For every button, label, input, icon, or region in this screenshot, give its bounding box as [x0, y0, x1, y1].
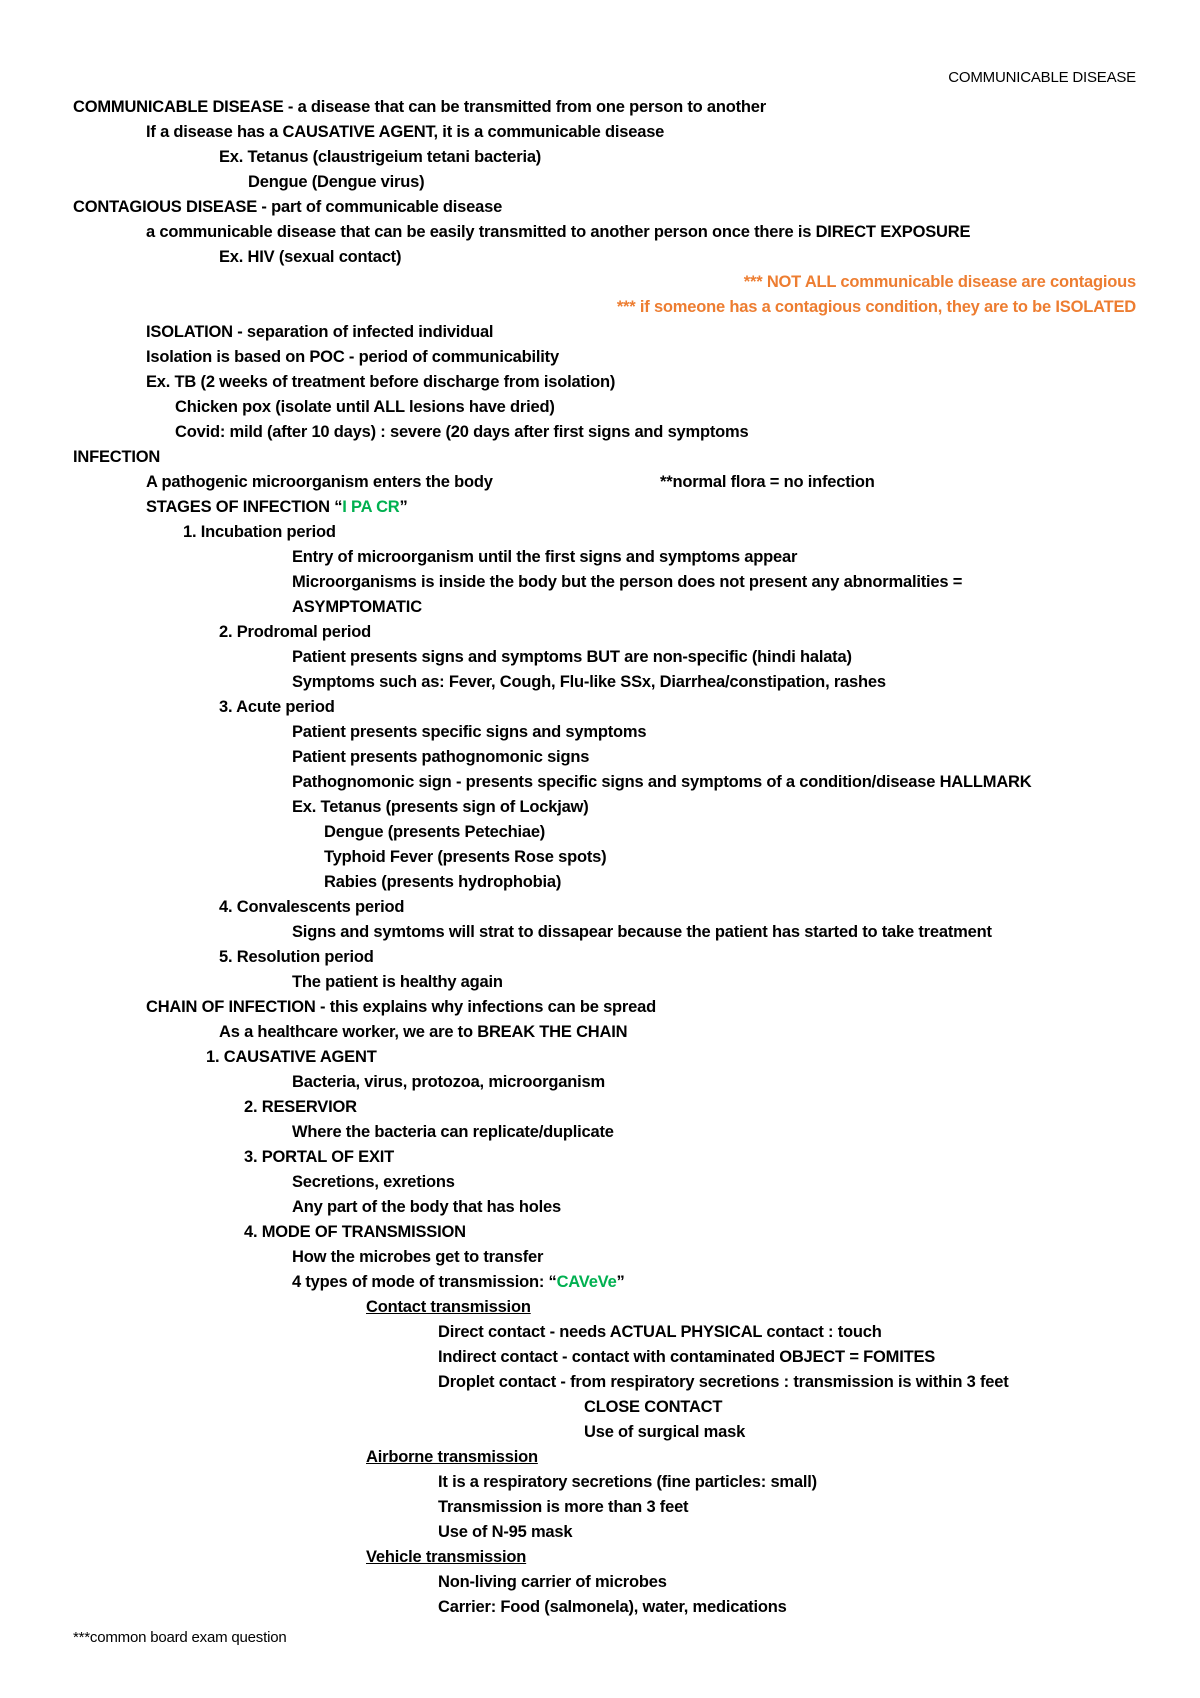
- example-dengue: [248, 172, 424, 192]
- airborne-detail-3: [438, 1522, 572, 1542]
- definition-communicable-disease-text: COMMUNICABLE DISEASE - a disease that can be transmitted from one person to another: [73, 98, 767, 116]
- chain-causative-agent: [206, 1047, 377, 1067]
- prodromal-detail-1: [292, 647, 852, 667]
- stage-incubation: [183, 522, 336, 542]
- mode-detail-1: [292, 1247, 543, 1267]
- mnemonic-close-quote: ”: [399, 498, 408, 516]
- page-header: COMMUNICABLE DISEASE: [948, 69, 1136, 86]
- contact-direct-text: Direct contact - needs ACTUAL PHYSICAL contact : touch: [438, 1323, 882, 1341]
- incubation-detail-1-text: Entry of microorganism until the first signs and symptoms appear: [292, 548, 798, 566]
- mode-detail-1-text: How the microbes get to transfer: [292, 1248, 544, 1266]
- stage-resolution-text: 5. Resolution period: [219, 948, 374, 966]
- note-poc: [146, 347, 559, 367]
- acute-example-dengue-text: Dengue (presents Petechiae): [324, 823, 546, 841]
- contact-droplet-text: Droplet contact - from respiratory secretions : transmission is within 3 feet: [438, 1373, 1009, 1391]
- incubation-detail-2: [292, 572, 962, 592]
- contact-indirect-text: Indirect contact - contact with contaminated OBJECT = FOMITES: [438, 1348, 936, 1366]
- example-tetanus: [219, 147, 541, 167]
- stage-acute: [219, 697, 335, 717]
- convalescent-detail-text: Signs and symtoms will strat to dissapear because the patient has started to take treatment: [292, 923, 992, 941]
- heading-airborne-transmission-text: Airborne transmission: [366, 1448, 538, 1466]
- prodromal-detail-2-text: Symptoms such as: Fever, Cough, Flu-like SSx, Diarrhea/constipation, rashes: [292, 673, 886, 691]
- chain-reservoir: [244, 1097, 357, 1117]
- prodromal-detail-1-text: Patient presents signs and symptoms BUT are non-specific (hindi halata): [292, 648, 852, 666]
- heading-infection: [73, 447, 160, 467]
- example-covid: [175, 422, 749, 442]
- vehicle-detail-1-text: Non-living carrier of microbes: [438, 1573, 667, 1591]
- portal-detail-1: [292, 1172, 455, 1192]
- heading-contact-transmission: [366, 1297, 531, 1317]
- acute-example-typhoid: [324, 847, 606, 867]
- example-tb: [146, 372, 615, 392]
- prodromal-detail-2: [292, 672, 886, 692]
- airborne-detail-2-text: Transmission is more than 3 feet: [438, 1498, 689, 1516]
- contact-droplet: [438, 1372, 1009, 1392]
- example-covid-text: Covid: mild (after 10 days) : severe (20 days after first signs and symptoms: [175, 423, 749, 441]
- mode-detail-2-text: 4 types of mode of transmission: “: [292, 1273, 557, 1291]
- acute-detail-2-text: Patient presents pathognomonic signs: [292, 748, 590, 766]
- vehicle-detail-2-text: Carrier: Food (salmonela), water, medications: [438, 1598, 787, 1616]
- example-hiv-text: Ex. HIV (sexual contact): [219, 248, 402, 266]
- acute-detail-2: [292, 747, 589, 767]
- heading-airborne-transmission: [366, 1447, 538, 1467]
- note-isolated-text: *** if someone has a contagious condition, they are to be ISOLATED: [616, 298, 1136, 316]
- acute-example-tetanus-text: Ex. Tetanus (presents sign of Lockjaw): [292, 798, 589, 816]
- acute-detail-1: [292, 722, 646, 742]
- resolution-detail-text: The patient is healthy again: [292, 973, 503, 991]
- heading-stages-of-infection: [146, 497, 408, 517]
- acute-example-rabies-text: Rabies (presents hydrophobia): [324, 873, 562, 891]
- heading-contact-transmission-text: Contact transmission: [366, 1298, 531, 1316]
- chain-reservoir-text: 2. RESERVIOR: [244, 1098, 357, 1116]
- reservoir-detail: [292, 1122, 614, 1142]
- example-chicken-pox: [175, 397, 555, 417]
- note-direct-exposure: [146, 222, 970, 242]
- mnemonic: CAVeVe: [556, 1273, 617, 1291]
- stage-convalescent: [219, 897, 404, 917]
- reservoir-detail-text: Where the bacteria can replicate/duplicate: [292, 1123, 614, 1141]
- example-dengue-text: Dengue (Dengue virus): [248, 173, 425, 191]
- acute-detail-1-text: Patient presents specific signs and symptoms: [292, 723, 647, 741]
- resolution-detail: [292, 972, 503, 992]
- stage-prodromal-text: 2. Prodromal period: [219, 623, 372, 641]
- incubation-detail-3-text: ASYMPTOMATIC: [292, 598, 422, 616]
- example-tetanus-text: Ex. Tetanus (claustrigeium tetani bacteria): [219, 148, 542, 166]
- stage-acute-text: 3. Acute period: [219, 698, 335, 716]
- definition-isolation-text: ISOLATION - separation of infected individual: [146, 323, 494, 341]
- incubation-detail-2-text: Microorganisms is inside the body but the person does not present any abnormalities =: [292, 573, 963, 591]
- portal-detail-1-text: Secretions, exretions: [292, 1173, 455, 1191]
- airborne-detail-1: [438, 1472, 817, 1492]
- stage-incubation-text: 1. Incubation period: [183, 523, 336, 541]
- definition-contagious-disease-text: CONTAGIOUS DISEASE - part of communicable disease: [73, 198, 503, 216]
- airborne-detail-1-text: It is a respiratory secretions (fine particles: small): [438, 1473, 817, 1491]
- note-causative-agent-text: If a disease has a CAUSATIVE AGENT, it is a communicable disease: [146, 123, 665, 141]
- example-hiv: [219, 247, 401, 267]
- note-normal-flora-text: **normal flora = no infection: [660, 473, 875, 491]
- droplet-close-contact-text: CLOSE CONTACT: [584, 1398, 723, 1416]
- footnote: ***common board exam question: [73, 1629, 287, 1646]
- droplet-close-contact: [584, 1397, 722, 1417]
- heading-stages-of-infection-text: STAGES OF INFECTION “: [146, 498, 343, 516]
- note-direct-exposure-text: a communicable disease that can be easily transmitted to another person once there is DIRECT EXPOSURE: [146, 223, 971, 241]
- acute-example-dengue: [324, 822, 545, 842]
- heading-chain-of-infection-text: CHAIN OF INFECTION - this explains why infections can be spread: [146, 998, 656, 1016]
- stage-prodromal: [219, 622, 371, 642]
- acute-detail-3-text: Pathognomonic sign - presents specific signs and symptoms of a condition/disease HALLMARK: [292, 773, 1032, 791]
- acute-example-typhoid-text: Typhoid Fever (presents Rose spots): [324, 848, 607, 866]
- note-isolated: [617, 297, 1136, 317]
- infection-definition-text: A pathogenic microorganism enters the body: [146, 473, 493, 491]
- incubation-detail-3: [292, 597, 422, 617]
- definition-communicable-disease: [73, 97, 766, 117]
- heading-vehicle-transmission-text: Vehicle transmission: [366, 1548, 527, 1566]
- portal-detail-2-text: Any part of the body that has holes: [292, 1198, 561, 1216]
- causative-agent-detail: [292, 1072, 605, 1092]
- droplet-surgical-mask-text: Use of surgical mask: [584, 1423, 746, 1441]
- portal-detail-2: [292, 1197, 561, 1217]
- definition-isolation: [146, 322, 493, 342]
- incubation-detail-1: [292, 547, 797, 567]
- note-not-all-contagious-text: *** NOT ALL communicable disease are contagious: [743, 273, 1136, 291]
- mnemonic-close-quote: ”: [616, 1273, 625, 1291]
- infection-definition: [146, 472, 493, 492]
- vehicle-detail-1: [438, 1572, 667, 1592]
- chain-mode-of-transmission-text: 4. MODE OF TRANSMISSION: [244, 1223, 466, 1241]
- chain-break-note-text: As a healthcare worker, we are to BREAK THE CHAIN: [219, 1023, 628, 1041]
- chain-causative-agent-text: 1. CAUSATIVE AGENT: [206, 1048, 377, 1066]
- mnemonic: I PA CR: [342, 498, 400, 516]
- example-chicken-pox-text: Chicken pox (isolate until ALL lesions have dried): [175, 398, 555, 416]
- mode-detail-2: [292, 1272, 625, 1292]
- stage-convalescent-text: 4. Convalescents period: [219, 898, 405, 916]
- note-not-all-contagious: [744, 272, 1136, 292]
- contact-direct: [438, 1322, 882, 1342]
- example-tb-text: Ex. TB (2 weeks of treatment before discharge from isolation): [146, 373, 616, 391]
- droplet-surgical-mask: [584, 1422, 745, 1442]
- note-causative-agent: [146, 122, 664, 142]
- stage-resolution: [219, 947, 374, 967]
- airborne-detail-2: [438, 1497, 688, 1517]
- heading-infection-text: INFECTION: [73, 448, 161, 466]
- contact-indirect: [438, 1347, 935, 1367]
- airborne-detail-3-text: Use of N-95 mask: [438, 1523, 573, 1541]
- acute-example-tetanus: [292, 797, 589, 817]
- heading-chain-of-infection: [146, 997, 656, 1017]
- note-normal-flora: [660, 472, 875, 492]
- definition-contagious-disease: [73, 197, 502, 217]
- acute-example-rabies: [324, 872, 561, 892]
- chain-portal-of-exit-text: 3. PORTAL OF EXIT: [244, 1148, 395, 1166]
- chain-break-note: [219, 1022, 627, 1042]
- chain-portal-of-exit: [244, 1147, 394, 1167]
- causative-agent-detail-text: Bacteria, virus, protozoa, microorganism: [292, 1073, 605, 1091]
- chain-mode-of-transmission: [244, 1222, 466, 1242]
- convalescent-detail: [292, 922, 992, 942]
- heading-vehicle-transmission: [366, 1547, 526, 1567]
- vehicle-detail-2: [438, 1597, 787, 1617]
- note-poc-text: Isolation is based on POC - period of communicability: [146, 348, 559, 366]
- acute-detail-3: [292, 772, 1031, 792]
